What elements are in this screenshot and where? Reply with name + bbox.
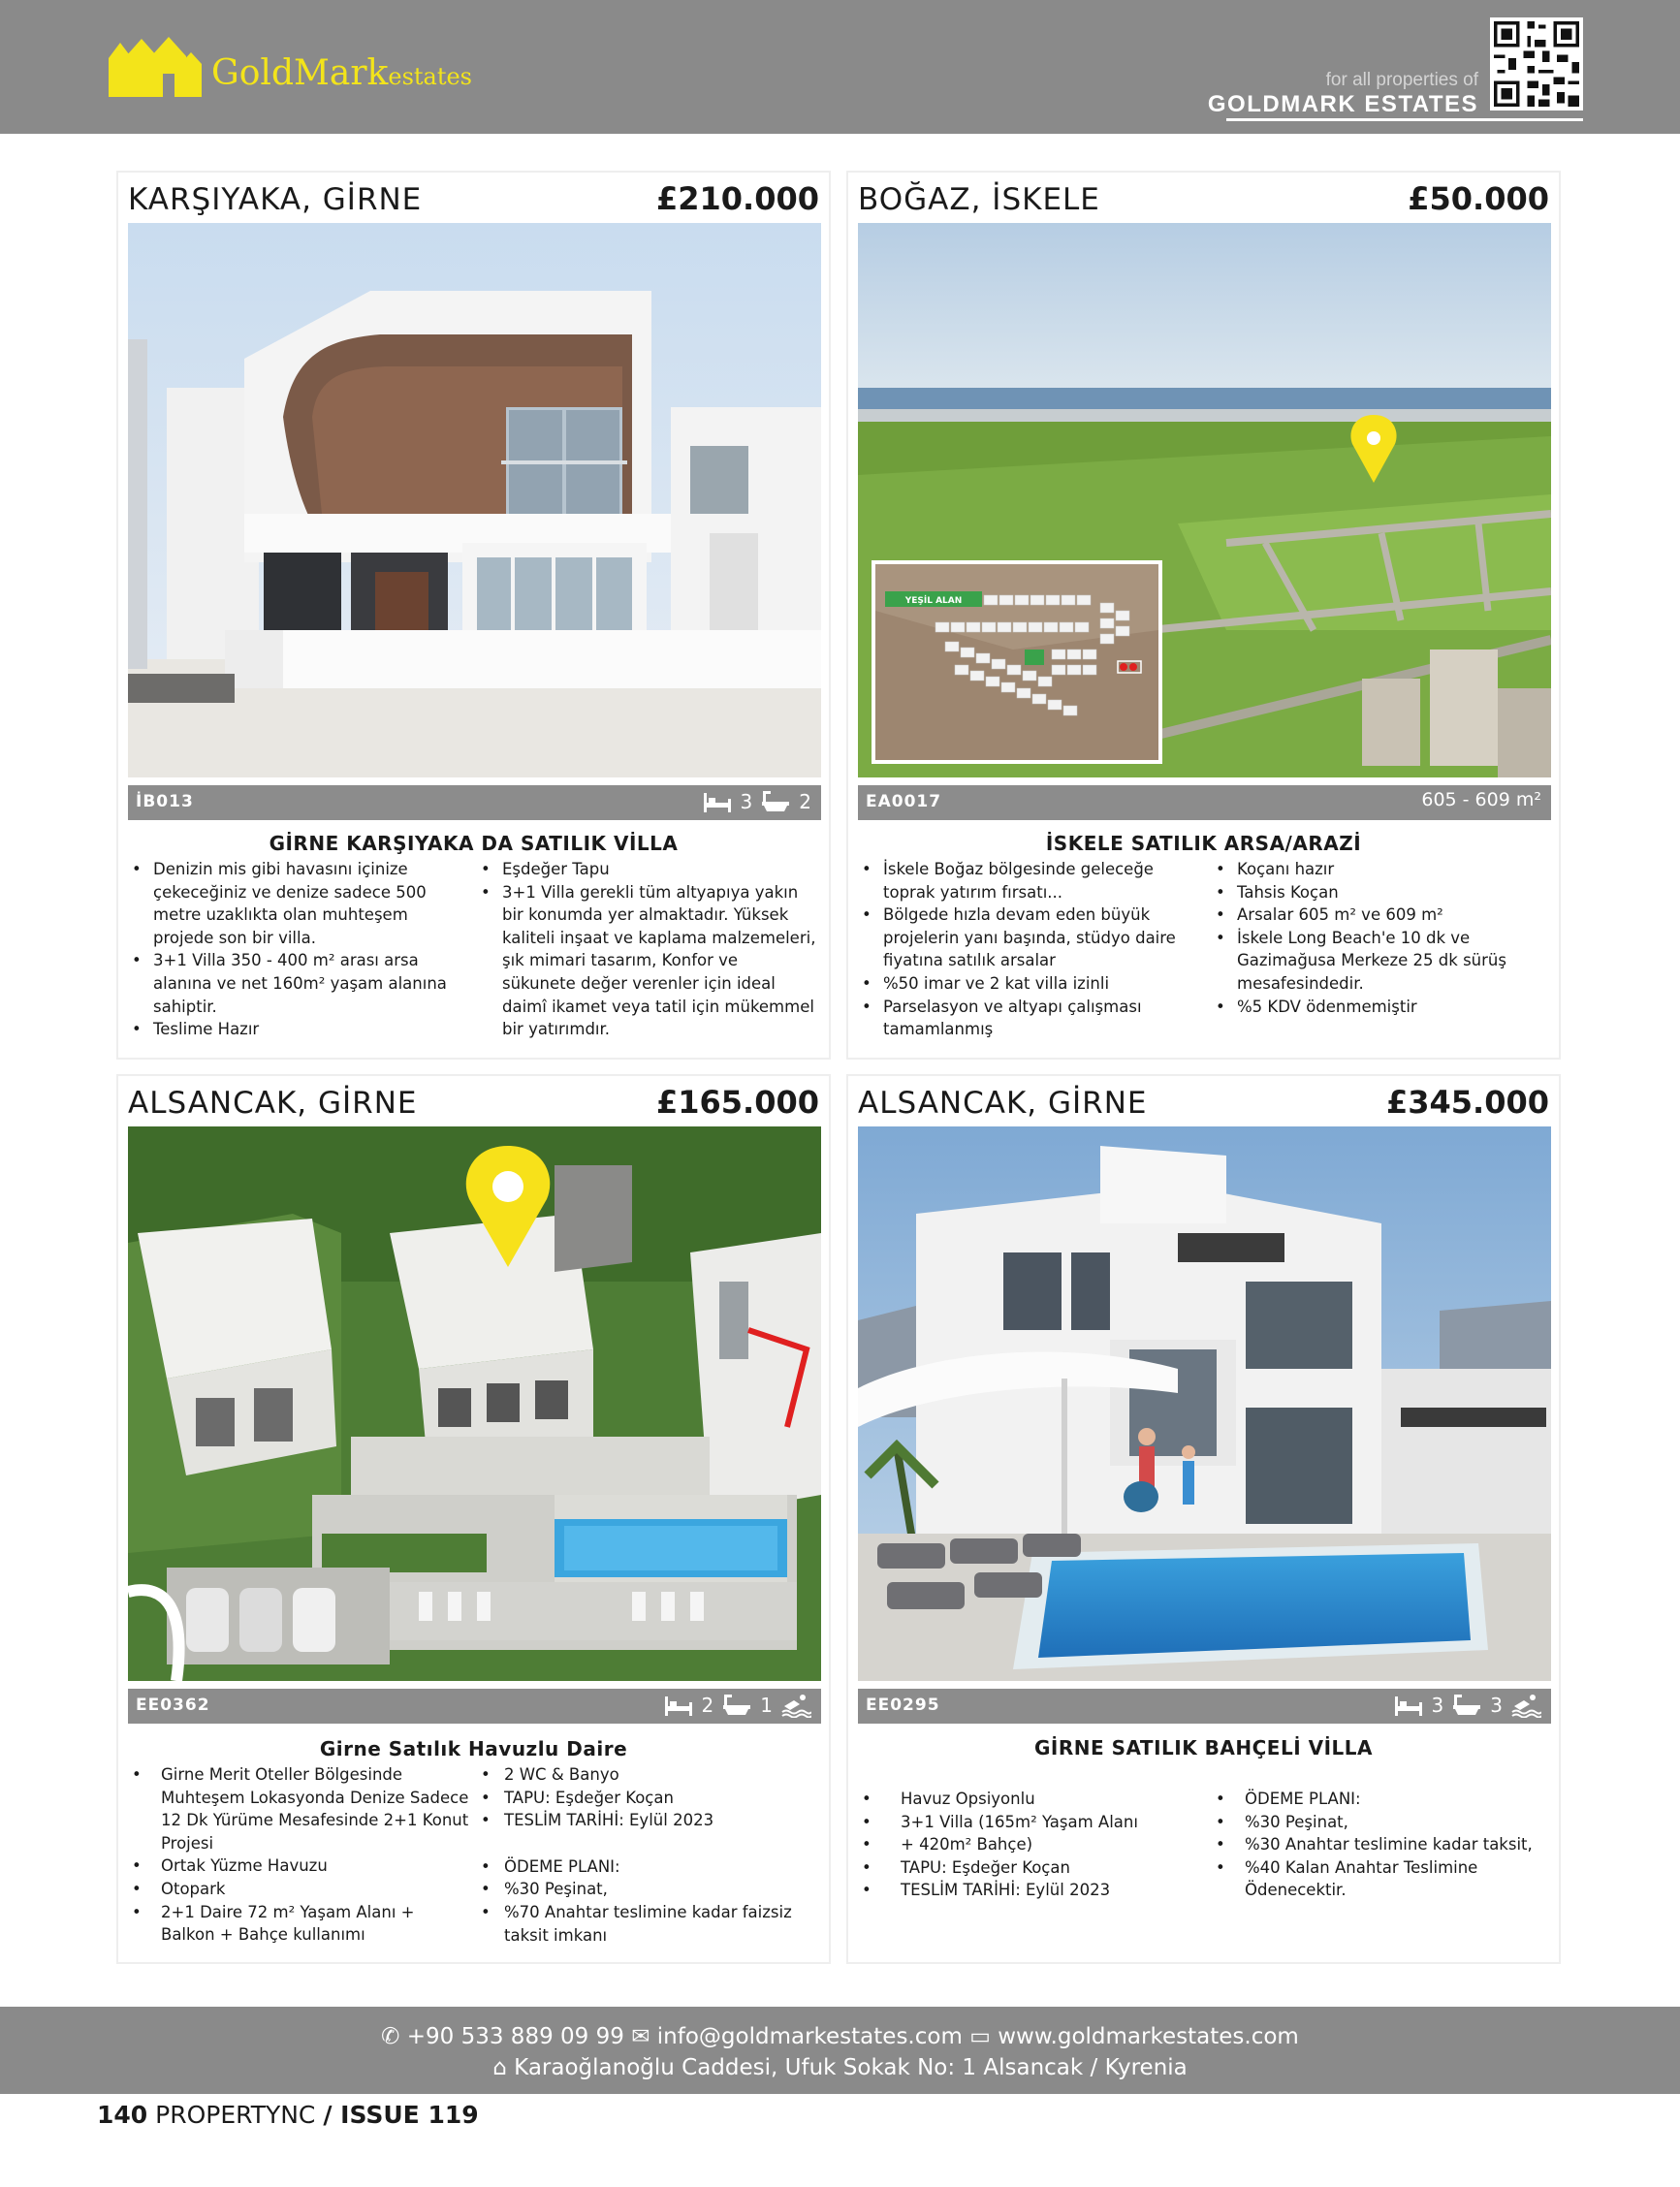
bed-icon xyxy=(1393,1693,1424,1718)
feature-item: • ÖDEME PLANI: xyxy=(477,1855,821,1879)
listing-location: ALSANCAK, GİRNE xyxy=(128,1086,418,1121)
listing-stats xyxy=(1421,789,1541,810)
listing-location: KARŞIYAKA, GİRNE xyxy=(128,182,423,217)
feature-item: • Havuz Opsiyonlu xyxy=(858,1788,1202,1811)
feature-item: • 2+1 Daire 72 m² Yaşam Alanı + Balkon + Bahçe kullanımı xyxy=(128,1901,472,1947)
bath-count: 2 xyxy=(799,790,811,813)
list-spacer xyxy=(477,1832,821,1855)
feature-list-left xyxy=(128,1763,472,1947)
computer-icon: ▭ xyxy=(969,2024,991,2049)
listing-heading: İSKELE SATILIK ARSA/ARAZİ xyxy=(1045,832,1362,855)
bath-icon xyxy=(721,1693,752,1718)
listing-price: £50.000 xyxy=(1408,180,1549,217)
feature-list-left xyxy=(858,1788,1202,1902)
listing-price: £345.000 xyxy=(1385,1084,1549,1121)
listing-code: EE0295 xyxy=(866,1696,940,1715)
listing-info-bar xyxy=(858,785,1551,820)
bed-count: 3 xyxy=(740,790,753,813)
feature-item: • ÖDEME PLANI: xyxy=(1212,1788,1556,1811)
feature-item: • %30 Anahtar teslimine kadar taksit, xyxy=(1212,1833,1556,1856)
listing-price: £210.000 xyxy=(655,180,819,217)
feature-item: • TESLİM TARİHİ: Eylül 2023 xyxy=(858,1879,1202,1902)
listing-stats xyxy=(1393,1693,1541,1718)
listing-heading: GİRNE SATILIK BAHÇELİ VİLLA xyxy=(1033,1736,1374,1759)
feature-item: • TESLİM TARİHİ: Eylül 2023 xyxy=(477,1809,821,1832)
qr-code-icon[interactable] xyxy=(1490,17,1583,111)
feature-item: • %30 Peşinat, xyxy=(1212,1811,1556,1834)
listing-card-alsancak-villa[interactable] xyxy=(846,1074,1561,1964)
bed-count: 3 xyxy=(1431,1694,1444,1717)
villa-photo[interactable] xyxy=(128,223,821,777)
feature-item: • Tahsis Koçan xyxy=(1212,881,1551,904)
bath-count: 1 xyxy=(760,1694,773,1717)
goldmark-logo[interactable] xyxy=(109,35,472,97)
pool-icon xyxy=(780,1693,811,1718)
page-header xyxy=(0,0,1680,134)
feature-list-right xyxy=(477,858,816,1041)
listing-stats xyxy=(702,789,811,814)
pool-icon xyxy=(1510,1693,1541,1718)
house-logo-icon xyxy=(109,35,202,97)
contact-footer xyxy=(0,2007,1680,2094)
feature-list-left xyxy=(858,858,1202,1041)
feature-item: • Ortak Yüzme Havuzu xyxy=(128,1854,472,1878)
bath-count: 3 xyxy=(1490,1694,1503,1717)
listing-heading: Girne Satılık Havuzlu Daire xyxy=(319,1737,628,1760)
listing-code: İB013 xyxy=(136,792,194,811)
feature-list-left xyxy=(128,858,467,1041)
listing-heading: GİRNE KARŞIYAKA DA SATILIK VİLLA xyxy=(269,832,679,855)
listing-stats xyxy=(663,1693,811,1718)
header-underline xyxy=(1226,118,1583,121)
listing-code: EA0017 xyxy=(866,792,942,811)
header-brand: GOLDMARK ESTATES xyxy=(1207,91,1478,117)
logo-wordmark xyxy=(211,53,472,97)
footer-address: Karaoğlanoğlu Caddesi, Ufuk Sokak No: 1 Alsancak / Kyrenia xyxy=(514,2055,1188,2080)
feature-item: • %50 imar ve 2 kat villa izinli xyxy=(858,972,1202,996)
email-icon: ✉ xyxy=(631,2024,650,2049)
feature-item: • %70 Anahtar teslimine kadar faizsiz taksit imkanı xyxy=(477,1901,821,1947)
pool-villa-photo[interactable] xyxy=(858,1126,1551,1681)
logo-suffix-text: estates xyxy=(388,63,472,90)
bed-icon xyxy=(702,789,733,814)
feature-item: • İskele Boğaz bölgesinde geleceğe toprak yatırım fırsatı... xyxy=(858,858,1202,903)
feature-item: • %30 Peşinat, xyxy=(477,1878,821,1901)
listing-card-alsancak-daire[interactable] xyxy=(116,1074,831,1964)
bed-count: 2 xyxy=(701,1694,714,1717)
feature-item: • %5 KDV ödenmemiştir xyxy=(1212,996,1551,1019)
feature-item: • 2 WC & Banyo xyxy=(477,1763,821,1787)
feature-item: • Eşdeğer Tapu xyxy=(477,858,816,881)
bath-icon xyxy=(760,789,791,814)
logo-mark-text: Mark xyxy=(294,53,389,93)
phone-icon: ✆ xyxy=(381,2024,400,2049)
feature-item: • Parselasyon ve altyapı çalışması tamamlanmış xyxy=(858,996,1202,1041)
feature-list-right xyxy=(1212,858,1551,1018)
listing-info-bar xyxy=(128,785,821,820)
feature-item: • İskele Long Beach'e 10 dk ve Gazimağusa Merkeze 25 dk sürüş mesafesindedir. xyxy=(1212,927,1551,996)
land-area: 605 - 609 m² xyxy=(1421,789,1541,810)
header-tagline: for all properties of xyxy=(1325,70,1478,90)
feature-item: • Koçanı hazır xyxy=(1212,858,1551,881)
location-icon: ⌂ xyxy=(492,2055,507,2080)
feature-item: • Bölgede hızla devam eden büyük projelerin yanı başında, stüdyo daire fiyatına satılık arsalar xyxy=(858,903,1202,972)
footer-phone[interactable]: +90 533 889 09 99 xyxy=(406,2024,624,2049)
issue-number: / ISSUE 119 xyxy=(323,2101,479,2129)
footer-website[interactable]: www.goldmarkestates.com xyxy=(998,2024,1299,2049)
listing-location: BOĞAZ, İSKELE xyxy=(858,182,1100,217)
listing-info-bar xyxy=(858,1689,1551,1724)
listing-card-karsiyaka[interactable] xyxy=(116,171,831,1060)
land-aerial-photo[interactable] xyxy=(858,223,1551,777)
logo-gold-text: Gold xyxy=(211,53,294,93)
feature-item: • %40 Kalan Anahtar Teslimine Ödenecektir. xyxy=(1212,1856,1556,1902)
listing-location: ALSANCAK, GİRNE xyxy=(858,1086,1148,1121)
publication-name: PROPERTYNC xyxy=(155,2101,316,2129)
feature-item: • Otopark xyxy=(128,1878,472,1901)
feature-item: • Denizin mis gibi havasını içinize çekeceğiniz ve denize sadece 500 metre uzaklıkta olan muhteşem projede son bir villa. xyxy=(128,858,467,949)
bed-icon xyxy=(663,1693,694,1718)
feature-item: • + 420m² Bahçe) xyxy=(858,1833,1202,1856)
feature-item: • Arsalar 605 m² ve 609 m² xyxy=(1212,903,1551,927)
feature-list-right xyxy=(1212,1788,1556,1902)
address-line xyxy=(0,2055,1680,2080)
feature-item: • TAPU: Eşdeğer Koçan xyxy=(858,1856,1202,1880)
listing-price: £165.000 xyxy=(655,1084,819,1121)
feature-item: • 3+1 Villa (165m² Yaşam Alanı xyxy=(858,1811,1202,1834)
footer-email[interactable]: info@goldmarkestates.com xyxy=(656,2024,963,2049)
feature-list-right xyxy=(477,1763,821,1947)
listing-info-bar xyxy=(128,1689,821,1724)
listing-code: EE0362 xyxy=(136,1696,210,1715)
feature-item: • Girne Merit Oteller Bölgesinde Muhteşem Lokasyonda Denize Sadece 12 Dk Yürüme Mesafesinde 2+1 Konut Projesi xyxy=(128,1763,472,1854)
apartment-render-photo[interactable] xyxy=(128,1126,821,1681)
contact-line xyxy=(0,2024,1680,2049)
feature-item: • 3+1 Villa gerekli tüm altyapıya yakın bir konumda yer almaktadır. Yüksek kaliteli inşaat ve kaplama malzemeleri, şık mimari tasarım, Konfor ve sükunete değer verenler için ideal daimî ikamet veya tatil için mükemmel bir yatırımdır. xyxy=(477,881,816,1041)
page-number-line xyxy=(97,2101,479,2129)
feature-item: • Teslime Hazır xyxy=(128,1018,467,1041)
feature-item: • 3+1 Villa 350 - 400 m² arası arsa alanına ve net 160m² yaşam alanına sahiptir. xyxy=(128,949,467,1018)
map-green-area-label: YEŞİL ALAN xyxy=(904,596,963,606)
page-number: 140 xyxy=(97,2101,148,2129)
feature-item: • TAPU: Eşdeğer Koçan xyxy=(477,1787,821,1810)
bath-icon xyxy=(1451,1693,1482,1718)
listing-card-bogaz[interactable] xyxy=(846,171,1561,1060)
